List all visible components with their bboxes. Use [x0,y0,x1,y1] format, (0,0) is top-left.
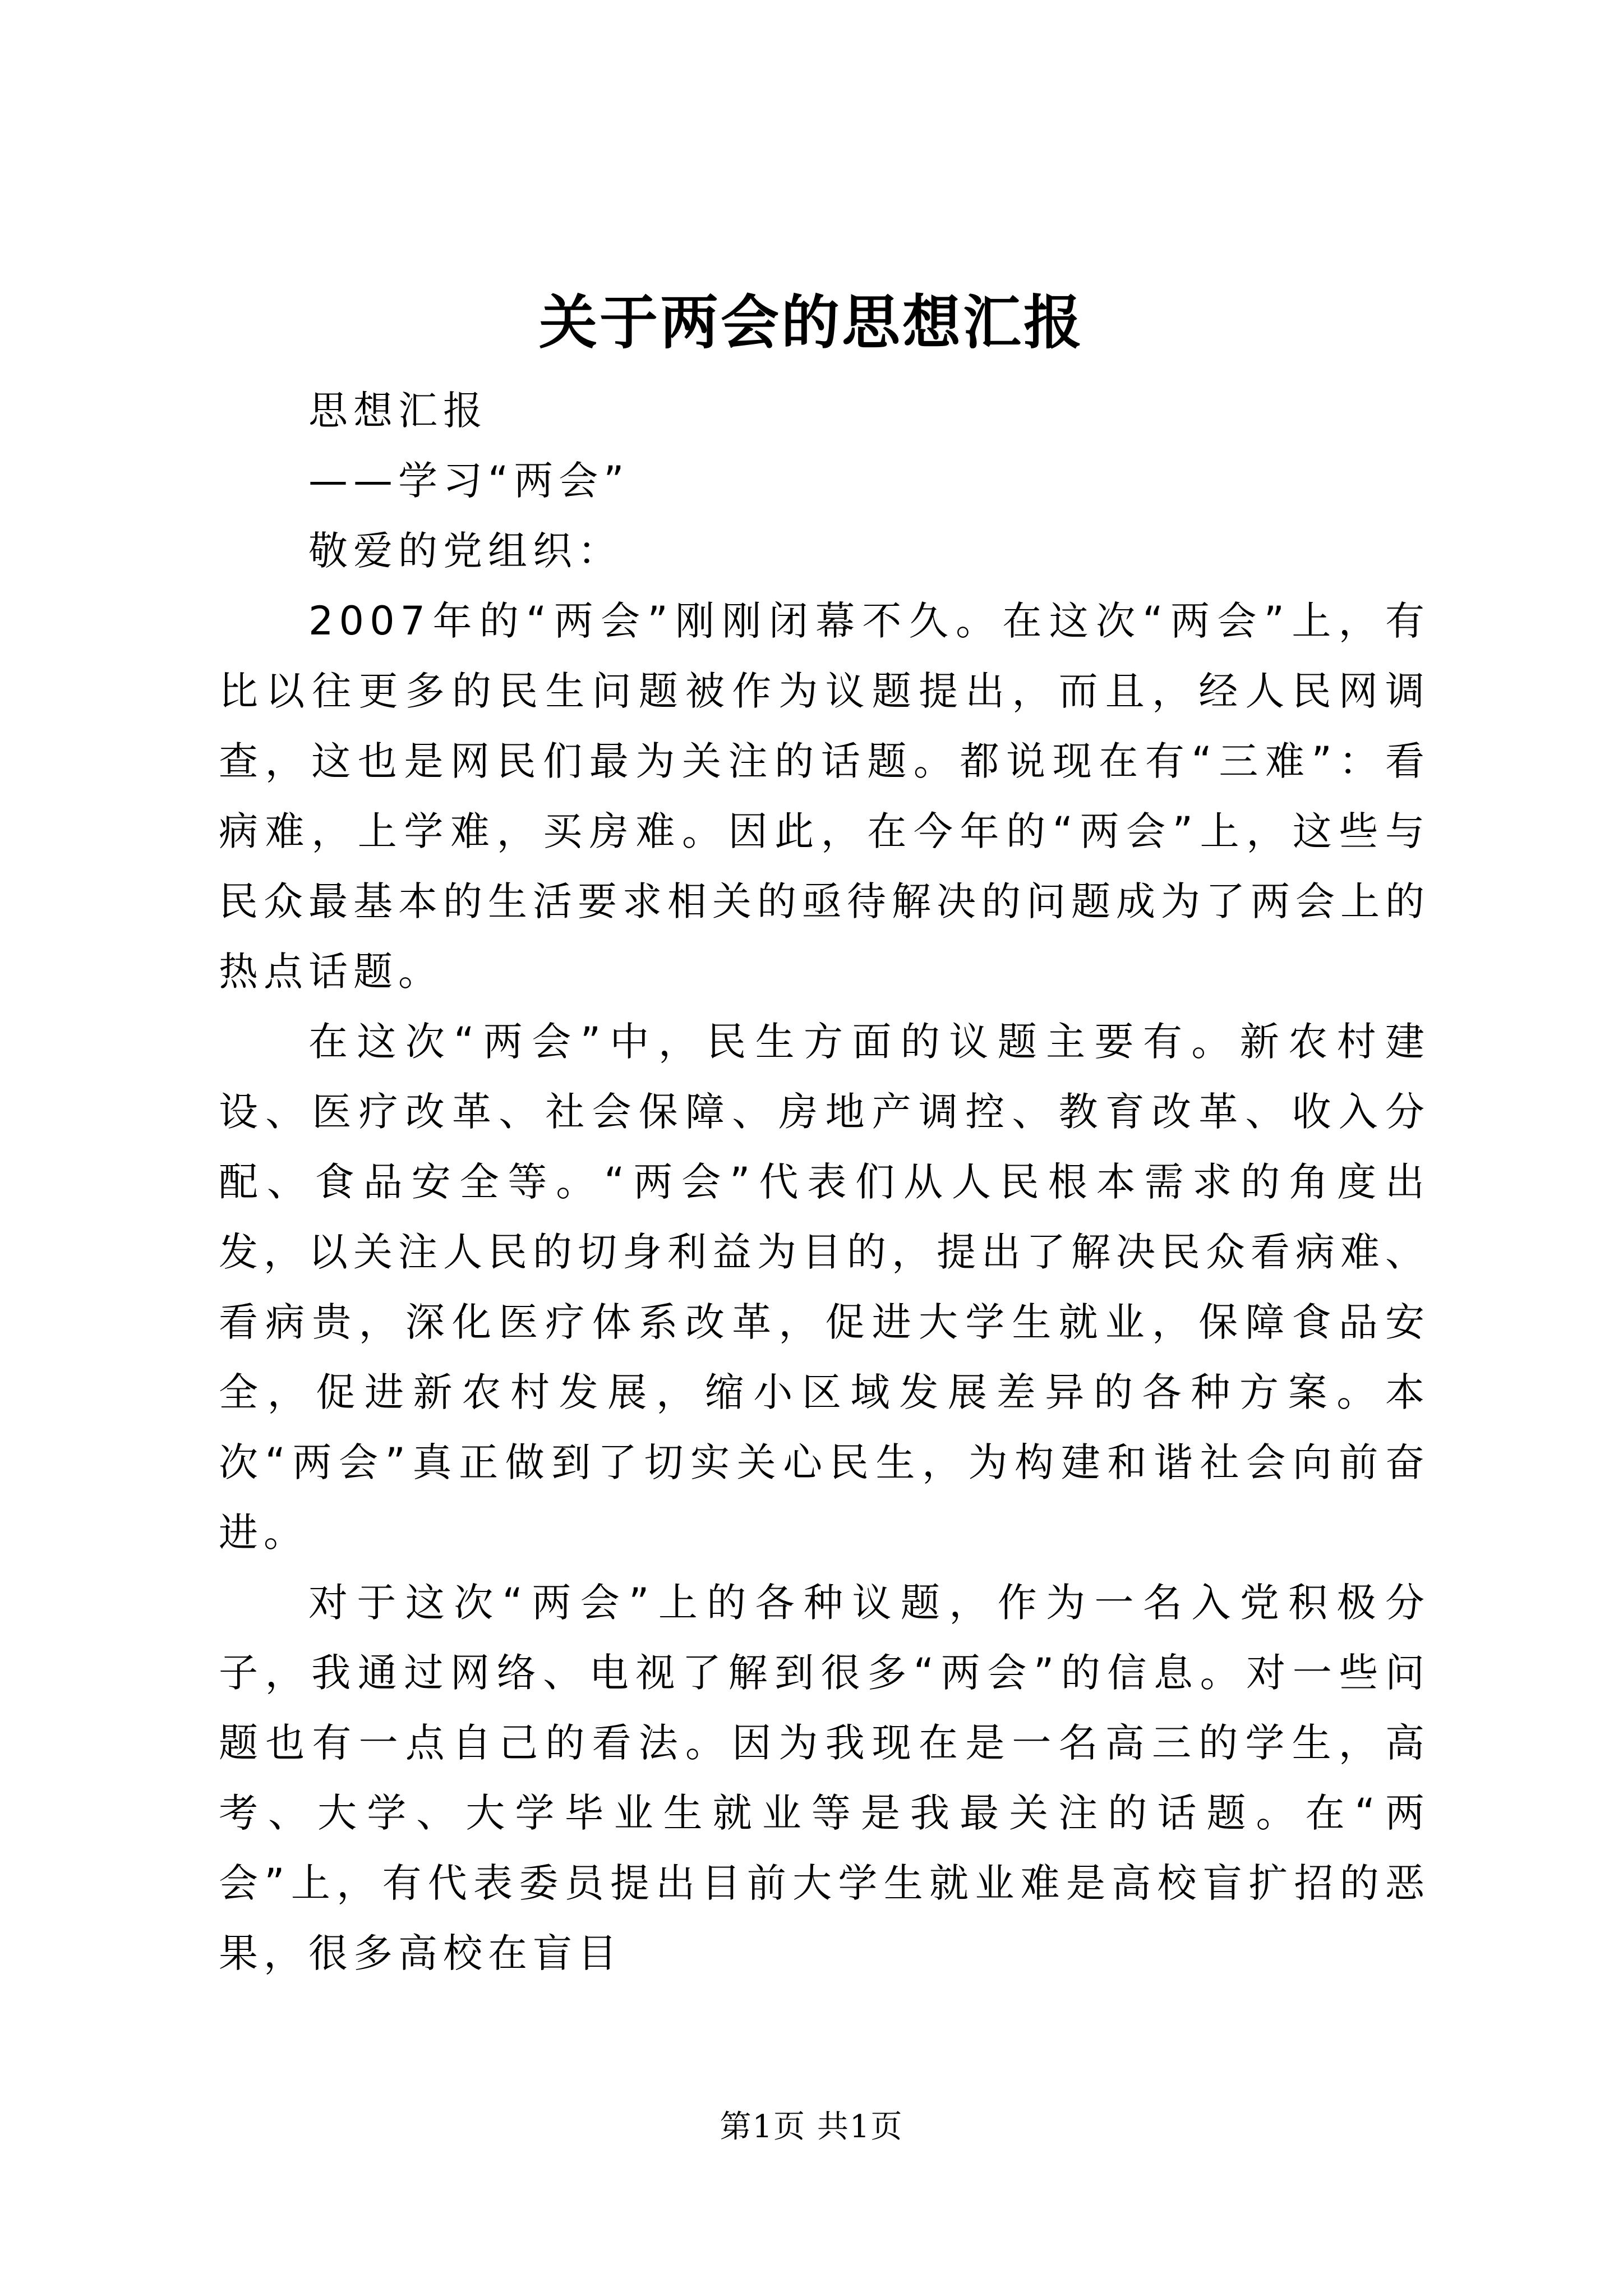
paragraph-body-3: 对于这次“两会”上的各种议题，作为一名入党积极分子，我通过网络、电视了解到很多“两会”的信息。对一些问题也有一点自己的看法。因为我现在是一名高三的学生，高考、大学、大学毕业生就业等是我最关注的话题。在“两会”上，有代表委员提出目前大学生就业难是高校盲扩招的恶果，很多高校在盲目 [219,1580,1430,1976]
paragraph-heading: 思想汇报 [308,388,488,434]
paragraph-body-1: 2007年的“两会”刚刚闭幕不久。在这次“两会”上，有比以往更多的民生问题被作为议题提出，而且，经人民网调查，这也是网民们最为关注的话题。都说现在有“三难”：看病难，上学难，买房难。因此，在今年的“两会”上，这些与民众最基本的生活要求相关的亟待解决的问题成为了两会上的热点话题。 [219,598,1430,995]
page-footer: 第1页 共1页 [720,2109,903,2145]
document-body [219,376,1430,1989]
paragraph-salutation: 敬爱的党组织： [308,528,623,574]
paragraph-body-2: 在这次“两会”中，民生方面的议题主要有。新农村建设、医疗改革、社会保障、房地产调控、教育改革、收入分配、食品安全等。“两会”代表们从人民根本需求的角度出发，以关注人民的切身利益为目的，提出了解决民众看病难、看病贵，深化医疗体系改革，促进大学生就业，保障食品安全，促进新农村发展，缩小区域发展差异的各种方案。本次“两会”真正做到了切实关心民生，为构建和谐社会向前奋进。 [219,1019,1430,1556]
document-title: 关于两会的思想汇报 [538,288,1084,357]
paragraph-subtitle: ——学习“两会” [308,458,630,504]
